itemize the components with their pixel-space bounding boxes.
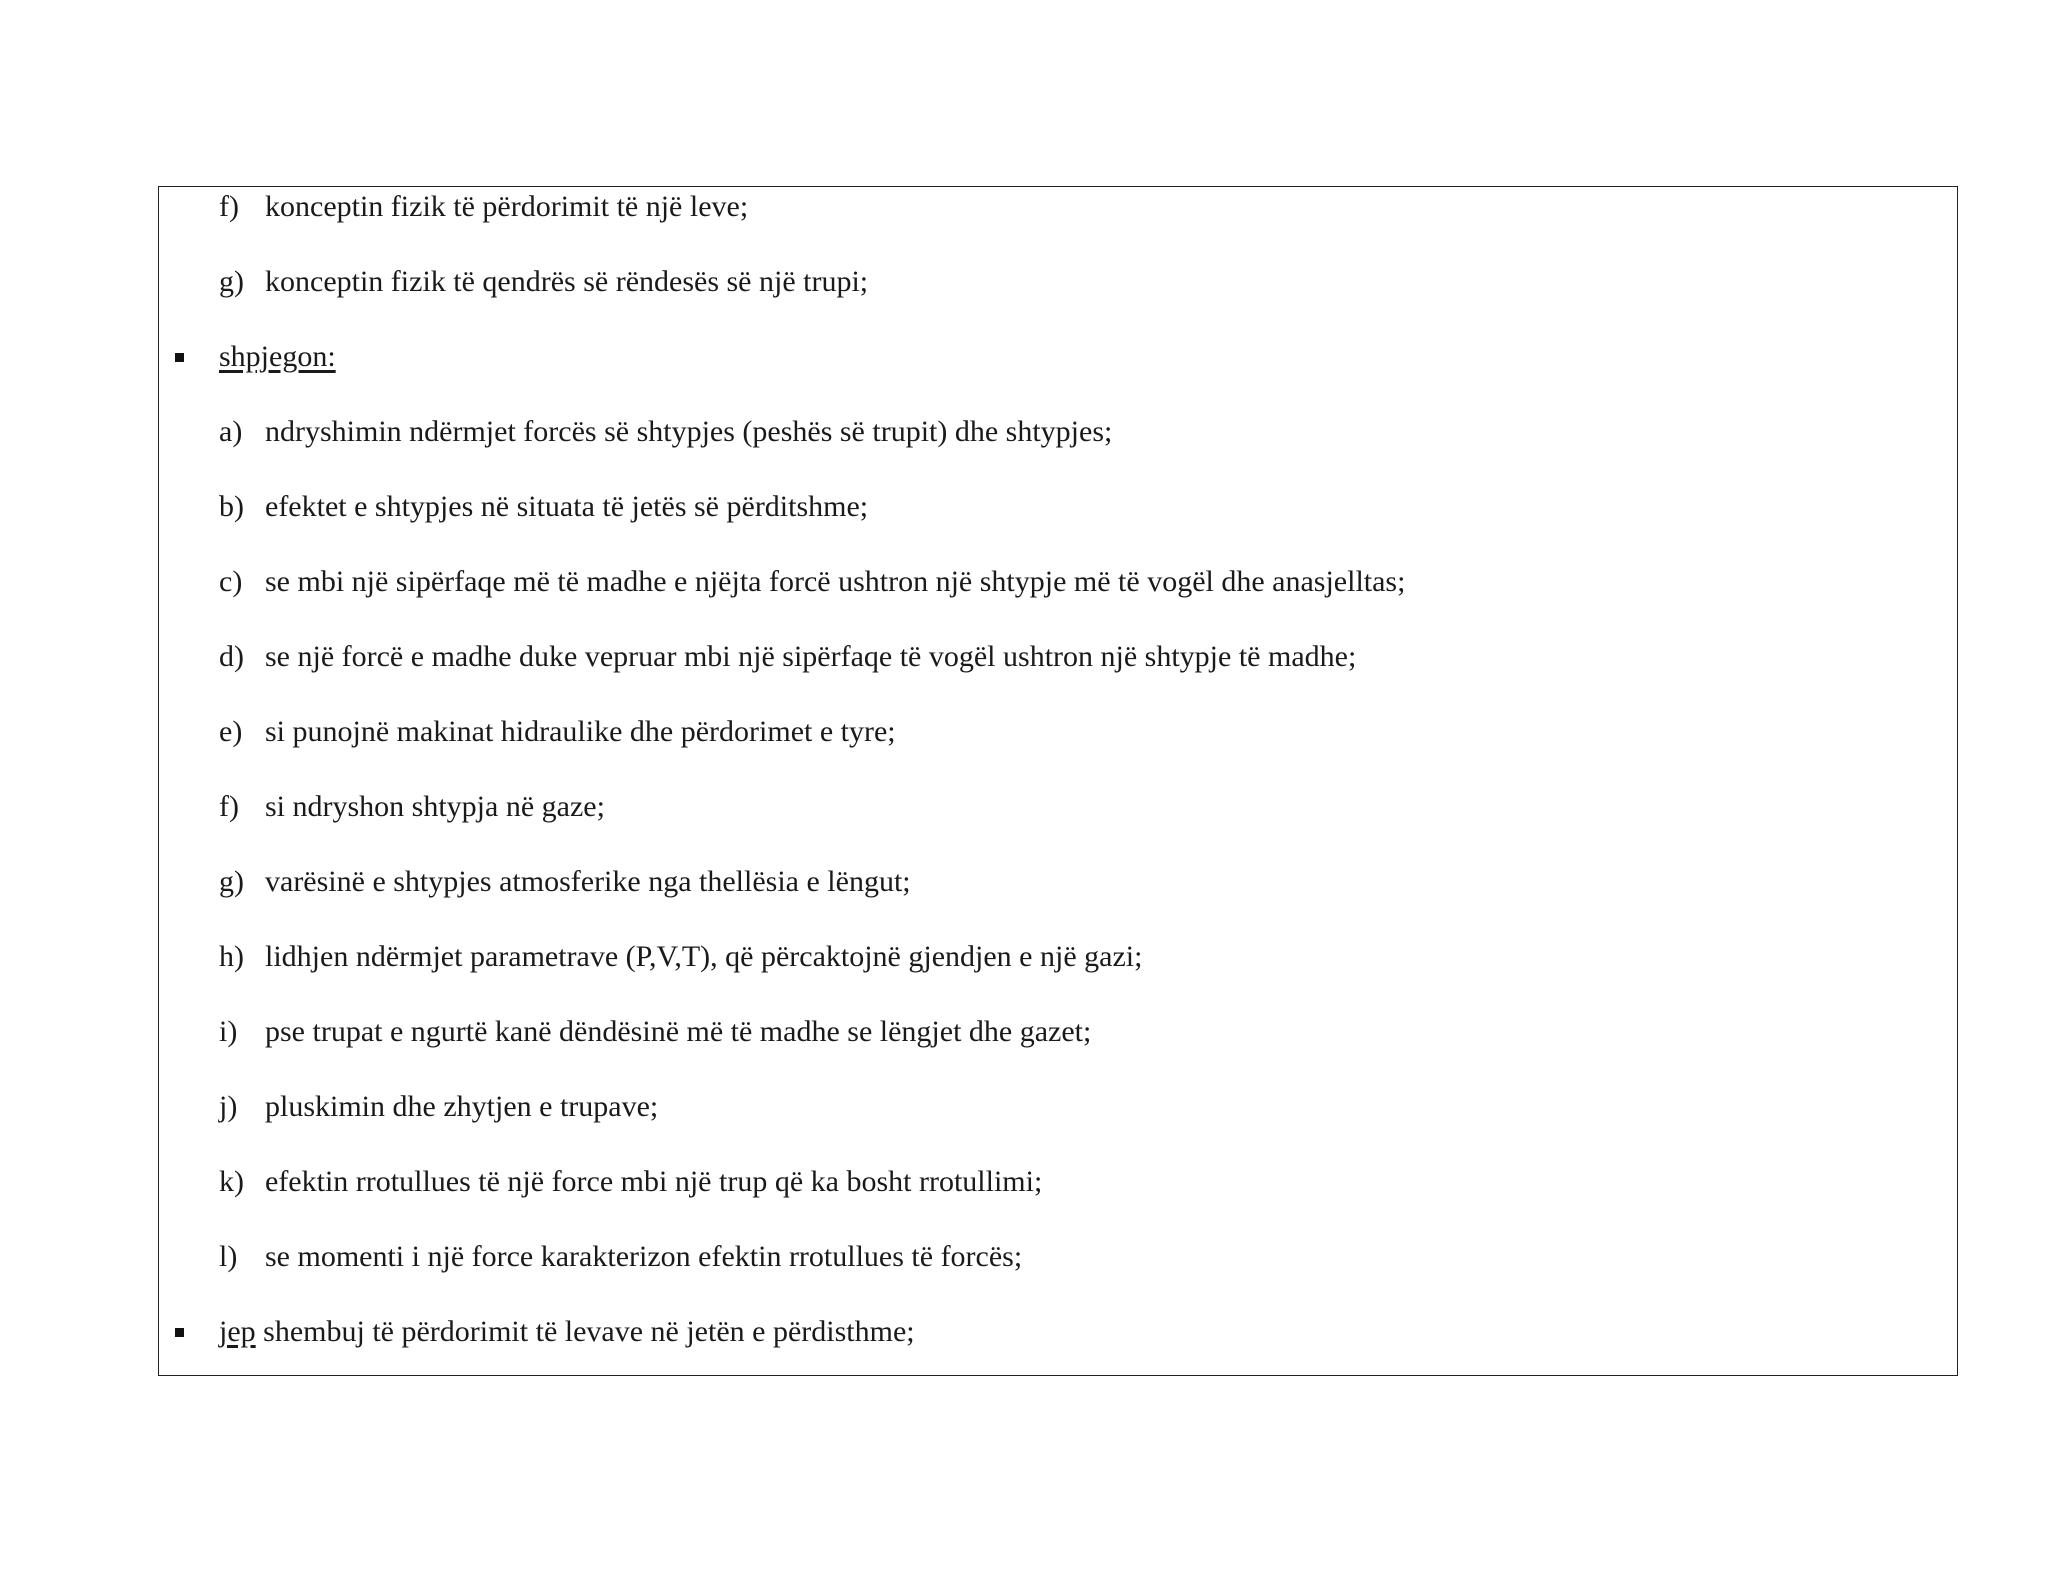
item-letter: g) [219,865,244,898]
item-letter: k) [219,1165,244,1198]
item-text: ndryshimin ndërmjet forcës së shtypjes (peshës së trupit) dhe shtypjes; [265,415,1113,448]
content-frame [158,186,1958,1376]
item-letter: b) [219,490,244,523]
square-bullet-icon [175,1328,184,1337]
item-text: konceptin fizik të qendrës së rëndesës së një trupi; [265,265,869,298]
item-text: pluskimin dhe zhytjen e trupave; [265,1090,659,1123]
item-letter: h) [219,940,244,973]
bullet-verb: jep [219,1315,256,1348]
item-text: se mbi një sipërfaqe më të madhe e njëjta forcë ushtron një shtypje më të vogël dhe anasjelltas; [265,565,1406,598]
square-bullet-icon [175,353,184,362]
item-text: efektet e shtypjes në situata të jetës së përditshme; [265,490,869,523]
item-letter: l) [219,1240,238,1273]
item-letter: f) [219,790,239,823]
item-letter: e) [219,715,243,748]
item-text: se një forcë e madhe duke vepruar mbi një sipërfaqe të vogël ushtron një shtypje të madhe; [265,640,1357,673]
bullet-text [219,337,336,377]
item-text: se momenti i një force karakterizon efektin rrotullues të forcës; [265,1240,1023,1273]
item-text: efektin rrotullues të një force mbi një trup që ka bosht rrotullimi; [265,1165,1043,1198]
item-letter: g) [219,265,244,298]
item-letter: a) [219,415,243,448]
item-text: lidhjen ndërmjet parametrave (P,V,T), që përcaktojnë gjendjen e një gazi; [265,940,1143,973]
item-text: varësinë e shtypjes atmosferike nga thellësia e lëngut; [265,865,911,898]
bullet-rest: shembuj të përdorimit të levave në jetën e përdisthme; [255,1315,915,1348]
item-letter: d) [219,640,244,673]
item-letter: f) [219,190,239,223]
bullet-text [219,1312,915,1352]
item-letter: i) [219,1015,238,1048]
item-text: si punojnë makinat hidraulike dhe përdorimet e tyre; [265,715,896,748]
item-letter: c) [219,565,243,598]
bullet-verb: shpjegon: [219,340,336,373]
item-text: si ndryshon shtypja në gaze; [265,790,605,823]
item-letter: j) [219,1090,238,1123]
item-text: konceptin fizik të përdorimit të një leve; [265,190,749,223]
item-text: pse trupat e ngurtë kanë dëndësinë më të madhe se lëngjet dhe gazet; [265,1015,1092,1048]
